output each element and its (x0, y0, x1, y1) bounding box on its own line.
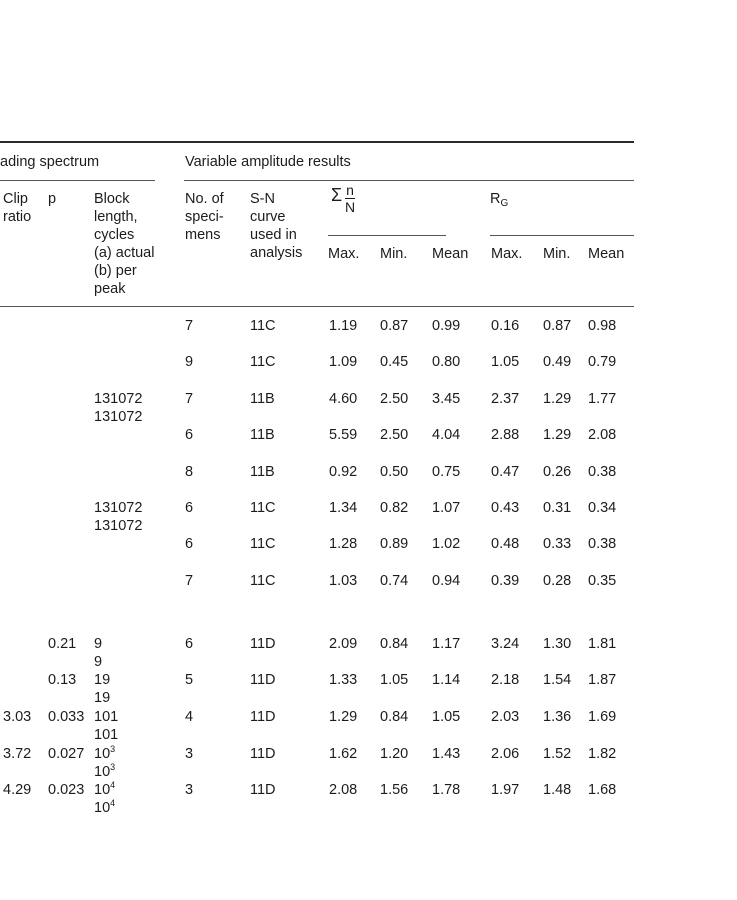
sum-min-cell: 1.20 (380, 746, 409, 762)
p-cell: 0.13 (48, 672, 77, 688)
clip-ratio-cell: 4.29 (3, 782, 32, 798)
rg-max-cell: 0.16 (491, 318, 520, 334)
rg-min-cell: 0.28 (543, 573, 572, 589)
specimens-cell: 6 (185, 500, 194, 516)
rg-max-cell: 0.39 (491, 573, 520, 589)
sum-max-cell: 1.28 (329, 536, 358, 552)
rg-min-cell: 0.87 (543, 318, 572, 334)
p-cell: 0.21 (48, 636, 77, 652)
sn-curve-cell: 11D (250, 782, 276, 798)
specimens-cell: 3 (185, 746, 194, 762)
rg-min-header: Min. (543, 246, 571, 262)
rg-max-cell: 1.05 (491, 354, 520, 370)
rg-header: $R_G$ (490, 191, 509, 209)
sum-min-cell: 2.50 (380, 391, 409, 407)
sum-min-header: Min. (380, 246, 408, 262)
loading-spectrum-header: ading spectrum (0, 154, 100, 170)
clip-ratio-cell: 3.72 (3, 746, 32, 762)
block-length-cell: 101 101 (94, 709, 119, 743)
sn-curve-cell: 11D (250, 746, 276, 762)
specimens-cell: 6 (185, 536, 194, 552)
rg-mean-cell: 1.68 (588, 782, 617, 798)
rg-max-cell: 0.47 (491, 464, 520, 480)
sum-mean-cell: 1.78 (432, 782, 461, 798)
sum-mean-cell: 1.02 (432, 536, 461, 552)
top-rule (0, 141, 634, 143)
specimens-cell: 9 (185, 354, 194, 370)
variable-results-header: Variable amplitude results (185, 154, 351, 170)
sn-curve-cell: 11B (250, 391, 275, 407)
specimens-cell: 8 (185, 464, 194, 480)
rg-min-cell: 0.31 (543, 500, 572, 516)
sum-mean-cell: 0.75 (432, 464, 461, 480)
clip-ratio-cell: 3.03 (3, 709, 32, 725)
rg-min-cell: 1.52 (543, 746, 572, 762)
rg-max-cell: 0.43 (491, 500, 520, 516)
sum-min-cell: 0.89 (380, 536, 409, 552)
sum-mean-cell: 1.43 (432, 746, 461, 762)
specimens-cell: 6 (185, 427, 194, 443)
sum-min-cell: 0.50 (380, 464, 409, 480)
sum-min-cell: 0.45 (380, 354, 409, 370)
rg-min-cell: 1.29 (543, 427, 572, 443)
p-cell: 0.033 (48, 709, 85, 725)
rg-max-cell: 2.37 (491, 391, 520, 407)
sum-mean-header: Mean (432, 246, 469, 262)
specimens-cell: 3 (185, 782, 194, 798)
specimens-cell: 5 (185, 672, 194, 688)
sum-symbol: Σ (331, 185, 343, 205)
sn-curve-cell: 11C (250, 354, 276, 370)
sum-mean-cell: 3.45 (432, 391, 461, 407)
sum-max-cell: 1.03 (329, 573, 358, 589)
sum-min-cell: 1.56 (380, 782, 409, 798)
sum-min-cell: 1.05 (380, 672, 409, 688)
sn-curve-cell: 11D (250, 709, 276, 725)
sum-mean-cell: 1.17 (432, 636, 461, 652)
specimens-cell: 7 (185, 391, 194, 407)
p-cell: 0.027 (48, 746, 85, 762)
sum-max-cell: 5.59 (329, 427, 358, 443)
p-header: p (48, 191, 57, 207)
sum-min-cell: 0.82 (380, 500, 409, 516)
block-length-header: Block length, cycles (a) actual (b) per peak (94, 191, 155, 297)
block-length-cell: 131072 131072 (94, 391, 143, 425)
specimens-cell: 7 (185, 573, 194, 589)
rg-max-cell: 2.03 (491, 709, 520, 725)
rg-mean-cell: 0.35 (588, 573, 617, 589)
clip-ratio-header: Clip ratio (3, 191, 32, 225)
sum-max-cell: 1.29 (329, 709, 358, 725)
rg-min-cell: 1.48 (543, 782, 572, 798)
rg-mean-cell: 1.87 (588, 672, 617, 688)
sum-subheader-rule (328, 235, 446, 236)
sn-curve-cell: 11B (250, 427, 275, 443)
rg-max-header: Max. (491, 246, 523, 262)
sum-fraction (345, 182, 355, 215)
rg-max-cell: 3.24 (491, 636, 520, 652)
sum-min-cell: 0.87 (380, 318, 409, 334)
specimens-cell: 7 (185, 318, 194, 334)
sum-mean-cell: 0.99 (432, 318, 461, 334)
rg-max-cell: 0.48 (491, 536, 520, 552)
rg-max-cell: 2.18 (491, 672, 520, 688)
sum-min-cell: 0.84 (380, 709, 409, 725)
rg-min-cell: 1.30 (543, 636, 572, 652)
rg-min-cell: 0.49 (543, 354, 572, 370)
sum-mean-cell: 0.94 (432, 573, 461, 589)
block-length-cell: 19 19 (94, 672, 111, 706)
sn-curve-cell: 11B (250, 464, 275, 480)
sum-mean-cell: 0.80 (432, 354, 461, 370)
rg-mean-cell: 0.79 (588, 354, 617, 370)
rg-min-cell: 1.54 (543, 672, 572, 688)
rg-mean-cell: 1.69 (588, 709, 617, 725)
rg-mean-cell: 0.38 (588, 536, 617, 552)
rg-mean-cell: 1.81 (588, 636, 617, 652)
variable-results-rule (184, 180, 634, 181)
block-length-cell: $10^4$ $10^4$ (94, 780, 116, 816)
sum-max-cell: 1.34 (329, 500, 358, 516)
block-length-cell: $10^3$ $10^3$ (94, 744, 116, 780)
loading-spectrum-rule (0, 180, 155, 181)
sum-max-cell: 2.09 (329, 636, 358, 652)
specimens-cell: 6 (185, 636, 194, 652)
sn-curve-cell: 11D (250, 672, 276, 688)
sn-curve-cell: 11C (250, 536, 276, 552)
rg-min-cell: 0.26 (543, 464, 572, 480)
sum-min-cell: 2.50 (380, 427, 409, 443)
block-length-cell: 9 9 (94, 636, 103, 670)
sum-mean-cell: 1.05 (432, 709, 461, 725)
sum-mean-cell: 1.07 (432, 500, 461, 516)
sn-curve-cell: 11D (250, 636, 276, 652)
rg-max-cell: 2.88 (491, 427, 520, 443)
sum-numerator: n (346, 182, 354, 198)
rg-max-cell: 2.06 (491, 746, 520, 762)
sn-curve-cell: 11C (250, 573, 276, 589)
rg-mean-cell: 0.38 (588, 464, 617, 480)
sum-max-cell: 4.60 (329, 391, 358, 407)
sn-curve-cell: 11C (250, 318, 276, 334)
rg-mean-cell: 0.34 (588, 500, 617, 516)
sum-max-header: Max. (328, 246, 360, 262)
header-bottom-rule (0, 306, 634, 307)
sum-min-cell: 0.74 (380, 573, 409, 589)
p-cell: 0.023 (48, 782, 85, 798)
sum-max-cell: 1.62 (329, 746, 358, 762)
sum-denominator: N (345, 199, 356, 215)
rg-max-cell: 1.97 (491, 782, 520, 798)
rg-mean-cell: 0.98 (588, 318, 617, 334)
sn-curve-header: S-N curve used in analysis (250, 191, 303, 261)
sum-min-cell: 0.84 (380, 636, 409, 652)
specimens-cell: 4 (185, 709, 194, 725)
rg-mean-cell: 1.82 (588, 746, 617, 762)
sum-max-cell: 1.09 (329, 354, 358, 370)
rg-mean-cell: 1.77 (588, 391, 617, 407)
sum-max-cell: 0.92 (329, 464, 358, 480)
rg-min-cell: 0.33 (543, 536, 572, 552)
block-length-cell: 131072 131072 (94, 500, 143, 534)
sum-max-cell: 1.19 (329, 318, 358, 334)
sum-mean-cell: 1.14 (432, 672, 461, 688)
specimens-header: No. of speci- mens (185, 191, 224, 243)
rg-mean-header: Mean (588, 246, 625, 262)
sn-curve-cell: 11C (250, 500, 276, 516)
rg-mean-cell: 2.08 (588, 427, 617, 443)
sum-mean-cell: 4.04 (432, 427, 461, 443)
sum-max-cell: 1.33 (329, 672, 358, 688)
rg-min-cell: 1.29 (543, 391, 572, 407)
sum-max-cell: 2.08 (329, 782, 358, 798)
rg-subheader-rule (490, 235, 634, 236)
rg-min-cell: 1.36 (543, 709, 572, 725)
